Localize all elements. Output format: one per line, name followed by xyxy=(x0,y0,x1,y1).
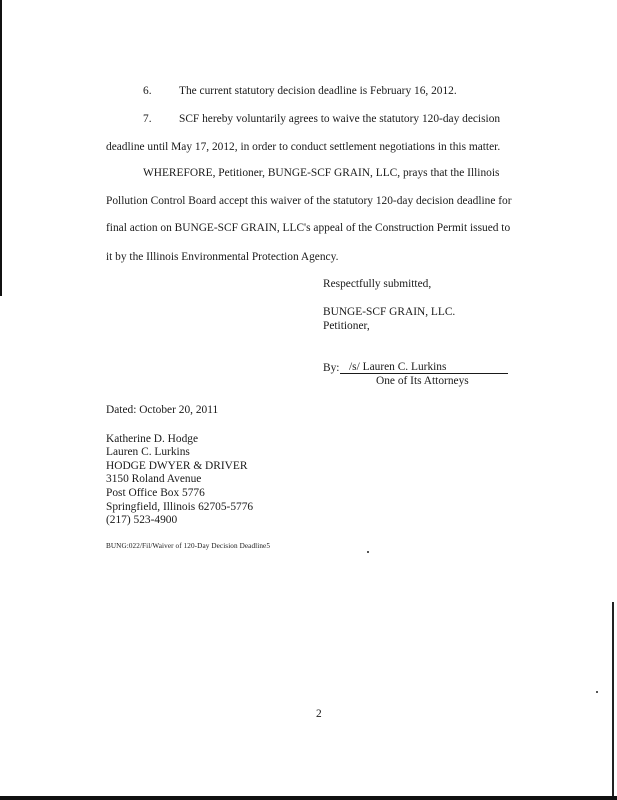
scan-edge-right xyxy=(612,602,614,800)
scan-edge-left xyxy=(0,0,2,296)
wherefore-line-2: Pollution Control Board accept this waiver of the statutory 120-day decision deadline for xyxy=(106,195,512,207)
signature-signer: /s/ Lauren C. Lurkins xyxy=(349,361,447,373)
item-7 xyxy=(143,112,500,126)
item-7-number: 7. xyxy=(143,113,152,125)
item-7-text: SCF hereby voluntarily agrees to waive the statutory 120-day decision xyxy=(179,113,501,125)
party-name: BUNGE-SCF GRAIN, LLC. xyxy=(323,306,456,318)
item-6-number: 6. xyxy=(143,85,152,97)
page-number: 2 xyxy=(316,708,322,720)
item-6 xyxy=(143,84,457,98)
counsel-line-4: 3150 Roland Avenue xyxy=(106,473,202,485)
wherefore-line-4: it by the Illinois Environmental Protection Agency. xyxy=(106,251,339,263)
signature-role: One of Its Attorneys xyxy=(376,375,469,387)
counsel-line-1: Katherine D. Hodge xyxy=(106,433,199,445)
dated: Dated: October 20, 2011 xyxy=(106,404,219,416)
counsel-line-3: HODGE DWYER & DRIVER xyxy=(106,460,248,472)
counsel-line-6: Springfield, Illinois 62705-5776 xyxy=(106,501,254,513)
counsel-line-5: Post Office Box 5776 xyxy=(106,487,205,499)
counsel-line-7: (217) 523-4900 xyxy=(106,514,178,526)
party-role: Petitioner, xyxy=(323,320,370,332)
wherefore-line-1: WHEREFORE, Petitioner, BUNGE-SCF GRAIN, LLC, prays that the Illinois xyxy=(143,167,500,179)
scan-edge-bottom xyxy=(0,796,617,800)
scan-speck xyxy=(367,551,369,553)
file-reference: BUNG:022/Fil/Waiver of 120-Day Decision Deadline5 xyxy=(106,542,271,550)
counsel-line-2: Lauren C. Lurkins xyxy=(106,446,190,458)
item-6-text: The current statutory decision deadline is February 16, 2012. xyxy=(179,85,457,97)
closing: Respectfully submitted, xyxy=(323,278,432,290)
item-7-continuation: deadline until May 17, 2012, in order to conduct settlement negotiations in this matter. xyxy=(106,141,501,153)
scan-speck xyxy=(596,691,598,693)
wherefore-line-3: final action on BUNGE-SCF GRAIN, LLC's appeal of the Construction Permit issued to xyxy=(106,222,511,234)
signature-by-label: By: xyxy=(323,362,340,374)
